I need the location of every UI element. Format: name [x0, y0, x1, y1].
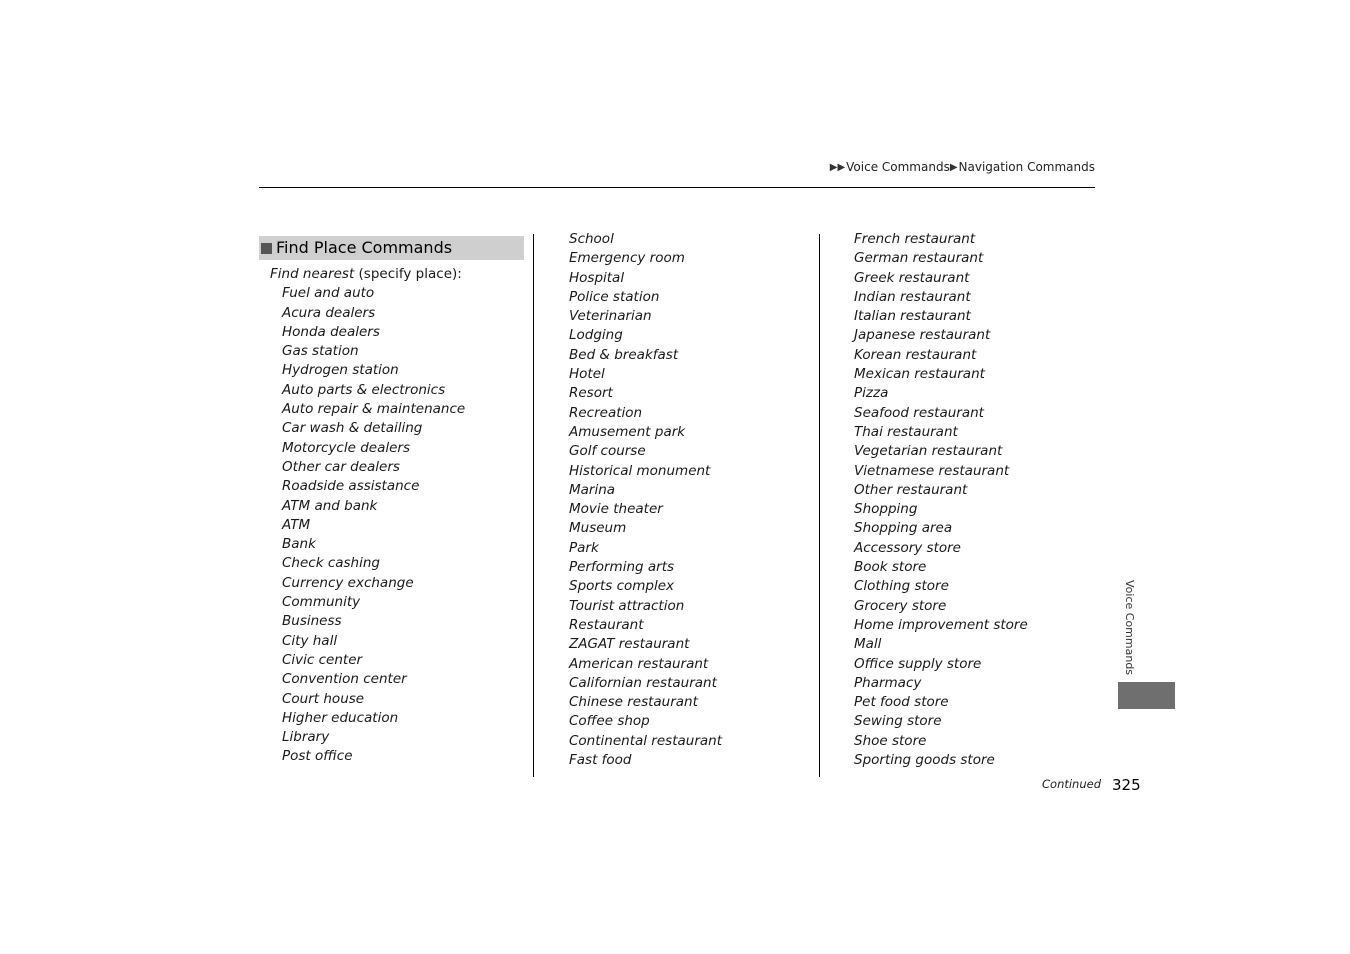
command-item: Mexican restaurant: [854, 366, 985, 383]
command-item: Park: [569, 539, 599, 556]
command-item: ATM and bank: [282, 497, 378, 514]
command-item: Golf course: [569, 443, 646, 460]
command-item: Korean restaurant: [854, 346, 977, 363]
command-item: Fuel and auto: [282, 285, 375, 302]
command-item: Seafood restaurant: [854, 404, 984, 421]
column-3: [854, 230, 1094, 770]
command-item: Accessory store: [854, 539, 961, 556]
command-item: Coffee shop: [569, 713, 650, 730]
side-tab-label: Voice Commands: [1123, 580, 1136, 676]
command-item: Shoe store: [854, 732, 927, 749]
command-item: Pet food store: [854, 694, 949, 711]
command-item: Sports complex: [569, 578, 675, 595]
command-item: Marina: [569, 481, 616, 498]
command-item: Performing arts: [569, 559, 675, 576]
triangle-right-icon: ▶▶: [829, 161, 846, 173]
continued-label: Continued: [1042, 777, 1102, 791]
command-item: Veterinarian: [569, 308, 652, 325]
command-list-1: [282, 284, 524, 766]
command-item: School: [569, 231, 614, 247]
command-item: Historical monument: [569, 462, 711, 479]
command-item: Mall: [854, 636, 882, 653]
command-item: Car wash & detailing: [282, 420, 423, 437]
column-divider: [533, 234, 534, 777]
column-2: [569, 230, 809, 770]
command-item: Museum: [569, 520, 627, 537]
command-item: Sewing store: [854, 713, 942, 730]
column-1: [259, 230, 524, 767]
command-item: Japanese restaurant: [854, 327, 991, 344]
command-item: Check cashing: [282, 555, 380, 572]
header-rule: [259, 187, 1095, 188]
side-tab: [1118, 682, 1175, 709]
command-item: Tourist attraction: [569, 597, 685, 614]
command-item: Bed & breakfast: [569, 346, 679, 363]
column-divider: [819, 234, 820, 777]
intro-command: Find nearest: [270, 266, 355, 282]
command-item: Grocery store: [854, 597, 947, 614]
command-item: ZAGAT restaurant: [569, 636, 690, 653]
command-item: Vegetarian restaurant: [854, 443, 1003, 460]
command-item: Other car dealers: [282, 458, 400, 475]
command-item: Hydrogen station: [282, 362, 399, 379]
command-item: Convention center: [282, 671, 407, 688]
command-item: Recreation: [569, 404, 643, 421]
command-item: Lodging: [569, 327, 623, 344]
command-item: Vietnamese restaurant: [854, 462, 1010, 479]
command-item: Currency exchange: [282, 574, 414, 591]
command-item: Emergency room: [569, 250, 685, 267]
command-item: Court house: [282, 690, 365, 707]
command-item: Greek restaurant: [854, 269, 970, 286]
command-item: French restaurant: [854, 231, 976, 247]
breadcrumb-section: Voice Commands: [846, 160, 950, 174]
command-item: Auto repair & maintenance: [282, 401, 466, 418]
command-item: Pharmacy: [854, 674, 922, 691]
breadcrumb-subsection: Navigation Commands: [958, 160, 1095, 174]
command-item: Californian restaurant: [569, 674, 717, 691]
command-item: Police station: [569, 288, 660, 305]
command-item: Honda dealers: [282, 323, 380, 340]
command-item: Indian restaurant: [854, 288, 971, 305]
intro-rest: (specify place):: [354, 266, 462, 282]
command-item: Office supply store: [854, 655, 982, 672]
command-item: Continental restaurant: [569, 732, 722, 749]
command-item: Business: [282, 613, 342, 630]
page-number: 325: [1112, 776, 1141, 794]
command-item: Book store: [854, 559, 927, 576]
section-heading-text: Find Place Commands: [276, 238, 453, 257]
command-item: Gas station: [282, 343, 359, 360]
command-item: Italian restaurant: [854, 308, 971, 325]
command-item: Clothing store: [854, 578, 949, 595]
command-item: Amusement park: [569, 423, 686, 440]
command-item: Home improvement store: [854, 616, 1028, 633]
breadcrumb: [830, 160, 1095, 174]
command-item: Hospital: [569, 269, 625, 286]
command-item: Hotel: [569, 366, 605, 383]
command-item: Chinese restaurant: [569, 694, 698, 711]
command-item: Community: [282, 594, 361, 611]
command-list-3: [854, 230, 1094, 770]
command-item: German restaurant: [854, 250, 984, 267]
command-item: Restaurant: [569, 616, 644, 633]
command-item: Other restaurant: [854, 481, 968, 498]
command-item: City hall: [282, 632, 338, 649]
command-item: Movie theater: [569, 501, 663, 518]
command-item: American restaurant: [569, 655, 709, 672]
command-item: Sporting goods store: [854, 752, 995, 769]
command-item: Higher education: [282, 709, 399, 726]
command-list-2: [569, 230, 809, 770]
command-item: Resort: [569, 385, 613, 402]
command-item: Post office: [282, 748, 353, 765]
command-item: Library: [282, 729, 330, 746]
command-item: ATM: [282, 516, 311, 533]
square-bullet-icon: [261, 243, 272, 254]
triangle-right-icon: ▶: [949, 161, 958, 173]
command-item: Shopping area: [854, 520, 953, 537]
intro-line: [270, 265, 524, 284]
command-item: Civic center: [282, 651, 363, 668]
command-item: Shopping: [854, 501, 918, 518]
command-item: Fast food: [569, 752, 632, 769]
command-item: Acura dealers: [282, 304, 376, 321]
command-item: Auto parts & electronics: [282, 381, 446, 398]
command-item: Thai restaurant: [854, 423, 958, 440]
command-item: Bank: [282, 536, 316, 553]
command-item: Pizza: [854, 385, 889, 402]
command-item: Roadside assistance: [282, 478, 420, 495]
section-heading: [259, 236, 524, 260]
command-item: Motorcycle dealers: [282, 439, 410, 456]
